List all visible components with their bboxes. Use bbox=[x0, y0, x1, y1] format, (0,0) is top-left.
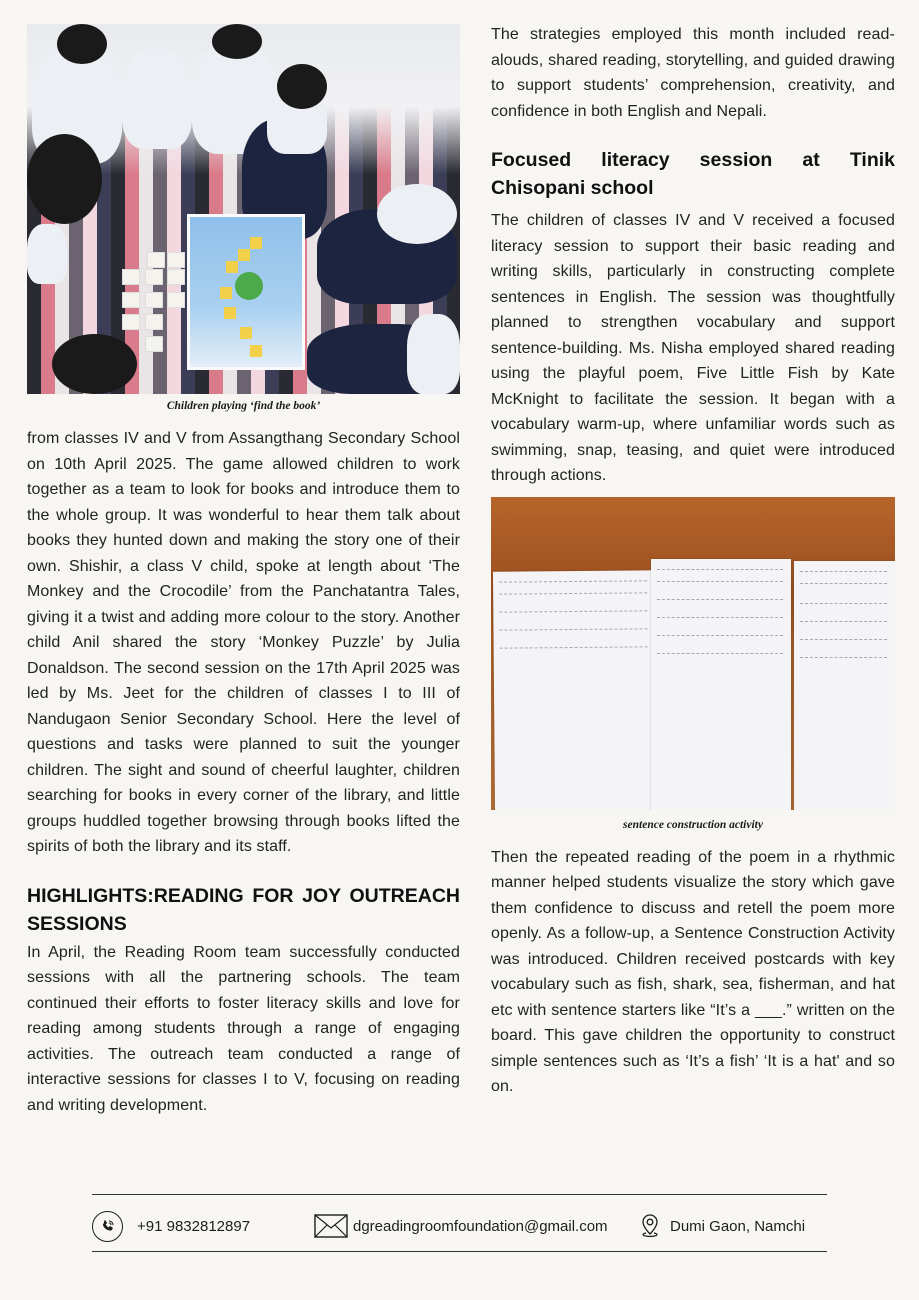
body-paragraph: In April, the Reading Room team successfully conducted sessions with all the partnering schools. The team continued their efforts to foster literacy skills and love for reading among students through a range of engaging activities. The outreach team conducted a range of interactive sessions for classes I to V, focusing on reading and writing development. bbox=[27, 943, 460, 1114]
photo-number-card bbox=[147, 252, 165, 268]
email-address: dgreadingroomfoundation@gmail.com bbox=[353, 1217, 608, 1235]
photo-handwriting bbox=[657, 569, 783, 571]
photo-board-game-map bbox=[187, 214, 305, 370]
photo-child-hair bbox=[27, 134, 102, 224]
photo-number-card bbox=[145, 292, 163, 308]
footer-location bbox=[640, 1208, 805, 1244]
footer-email[interactable] bbox=[314, 1208, 608, 1244]
photo-worksheet bbox=[651, 559, 791, 810]
photo-number-card bbox=[122, 314, 140, 330]
photo-child bbox=[122, 49, 192, 149]
photo-map-square bbox=[240, 327, 252, 339]
photo-map-square bbox=[224, 307, 236, 319]
location-text: Dumi Gaon, Namchi bbox=[670, 1217, 806, 1235]
map-pin-icon bbox=[640, 1213, 660, 1239]
photo-handwriting bbox=[657, 635, 783, 637]
photo-map-square bbox=[220, 287, 232, 299]
photo-number-card bbox=[122, 269, 140, 285]
photo-worksheets bbox=[491, 497, 895, 810]
footer-divider-bottom bbox=[92, 1251, 827, 1252]
right-column bbox=[491, 22, 895, 1100]
photo-handwriting bbox=[657, 617, 783, 619]
photo-handwriting bbox=[499, 580, 647, 583]
photo-worksheet bbox=[794, 561, 895, 810]
footer-divider-top bbox=[92, 1194, 827, 1195]
envelope-icon bbox=[314, 1214, 348, 1238]
photo-number-card bbox=[145, 269, 163, 285]
photo-handwriting bbox=[657, 653, 783, 655]
photo-handwriting bbox=[800, 657, 887, 659]
photo-handwriting bbox=[500, 646, 648, 649]
photo-child bbox=[407, 314, 460, 394]
photo-caption: sentence construction activity bbox=[623, 818, 763, 831]
phone-icon bbox=[92, 1211, 123, 1242]
photo-handwriting bbox=[499, 592, 647, 595]
photo-number-card bbox=[167, 252, 185, 268]
phone-number: +91 9832812897 bbox=[137, 1217, 251, 1235]
photo-map-square bbox=[250, 345, 262, 357]
photo-number-card bbox=[167, 292, 185, 308]
body-paragraph: The children of classes IV and V received a focused literacy session to support their basic reading and writing skills, particularly in constructing complete sentences in English. The session was thoughtfully planned to strengthen vocabulary and support sentence-building. Ms. Nisha employed shared reading using the playful poem, Five Little Fish by Kate McKnight to facilitate the session. It began with a vocabulary warm-up, where unfamiliar words such as swimming, snap, teasing, and quiet were introduced through actions. bbox=[491, 212, 895, 484]
body-paragraph: The strategies employed this month included read-alouds, shared reading, storytelling, and guided drawing to support students’ comprehension, creativity, and confidence in both English and Nepali. bbox=[491, 26, 895, 120]
photo-worksheet bbox=[493, 570, 657, 810]
photo-handwriting bbox=[800, 571, 887, 573]
photo-number-card bbox=[122, 292, 140, 308]
photo-child-face bbox=[377, 184, 457, 244]
photo-handwriting bbox=[499, 628, 647, 631]
body-paragraph: from classes IV and V from Assangthang Secondary School on 10th April 2025. The game allowed children to work together as a team to look for books and introduce them to the whole group. It was wonderful to hear them talk about books they hunted down and making the story one of their own. Shishir, a class V child, spoke at length about ‘The Monkey and the Crocodile’ from the Panchatantra Tales, giving it a twist and adding more colour to the story. Another child Anil shared the story ‘Monkey Puzzle’ by Julia Donaldson. The second session on the 17th April 2025 was led by Ms. Jeet for the children of classes I to III of Nandugaon Senior Secondary School. Here the level of questions and tasks were planned to suit the younger children. The sight and sound of cheerful laughter, children searching for books in every corner of the library, and little groups huddled together browsing through books lifted the spirits of both the library and its staff. bbox=[27, 430, 460, 855]
contact-footer bbox=[92, 1208, 827, 1244]
photo-map-square bbox=[250, 237, 262, 249]
left-column bbox=[27, 24, 460, 1118]
photo-children-find-the-book bbox=[27, 24, 460, 394]
body-paragraph: Then the repeated reading of the poem in a rhythmic manner helped students visualize the story which gave them confidence to discuss and retell the poem more openly. As a follow-up, a Sentence Construction Activity was introduced. Children received postcards with key vocabulary such as fish, shark, sea, fisherman, and hat etc with sentence starters like “It’s a ___.” written on the board. This gave children the opportunity to construct simple sentences such as ‘It’s a fish’ ‘It is a hat' and so on. bbox=[491, 848, 895, 1095]
photo-handwriting bbox=[800, 621, 887, 623]
section-heading: HIGHLIGHTS:READING FOR JOY OUTREACH SESSIONS bbox=[27, 884, 460, 935]
subsection-heading: Focused literacy session at Tinik Chisopani school bbox=[491, 149, 895, 199]
photo-caption: Children playing ‘find the book’ bbox=[166, 400, 321, 412]
photo-handwriting bbox=[800, 583, 887, 585]
photo-handwriting bbox=[800, 639, 887, 641]
photo-handwriting bbox=[657, 599, 783, 601]
photo-map-square bbox=[238, 249, 250, 261]
photo-child-hair bbox=[57, 24, 107, 64]
photo-map-tree bbox=[235, 272, 263, 300]
photo-handwriting bbox=[800, 603, 887, 605]
photo-child bbox=[27, 224, 67, 284]
photo-handwriting bbox=[499, 610, 647, 613]
photo-handwriting bbox=[657, 581, 783, 583]
photo-number-card bbox=[145, 314, 163, 330]
photo-child-hair bbox=[52, 334, 137, 394]
photo-child-hair bbox=[212, 24, 262, 59]
photo-child-hair bbox=[277, 64, 327, 109]
photo-map-square bbox=[226, 261, 238, 273]
photo-number-card bbox=[145, 336, 163, 352]
photo-number-card bbox=[167, 269, 185, 285]
footer-phone[interactable] bbox=[92, 1208, 250, 1244]
